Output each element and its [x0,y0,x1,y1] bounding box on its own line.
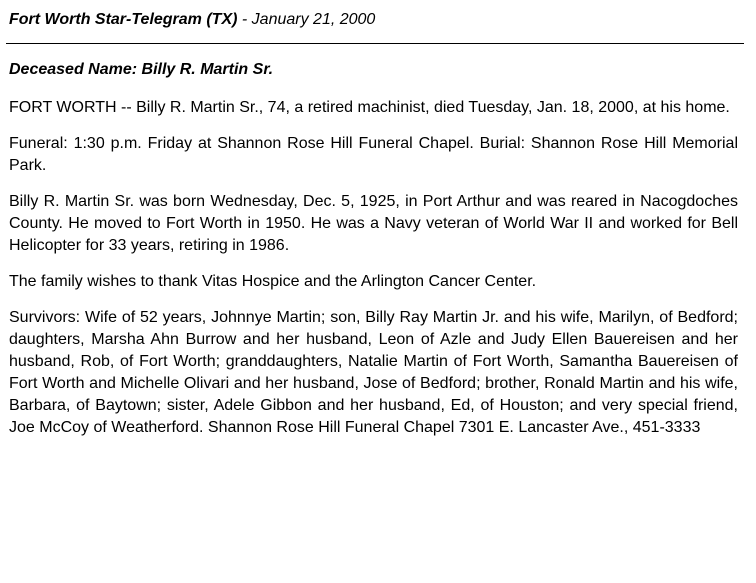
header [9,10,375,30]
paragraph-biography: Billy R. Martin Sr. was born Wednesday, Dec. 5, 1925, in Port Arthur and was reared in Nacogdoches County. He moved to Fort Worth in 1950. He was a Navy veteran of World War II and worked for Bell Helicopter for 33 years, retiring in 1986. [9,193,738,254]
publication-name: Fort Worth Star-Telegram (TX) [9,11,238,28]
publication-date: January 21, 2000 [251,11,376,28]
header-divider [6,43,744,44]
paragraph-thanks: The family wishes to thank Vitas Hospice and the Arlington Cancer Center. [9,273,537,290]
header-separator: - [237,11,252,28]
paragraph-funeral: Funeral: 1:30 p.m. Friday at Shannon Rose Hill Funeral Chapel. Burial: Shannon Rose Hill Memorial Park. [9,135,738,174]
deceased-name: Deceased Name: Billy R. Martin Sr. [9,61,274,78]
paragraph-survivors: Survivors: Wife of 52 years, Johnnye Martin; son, Billy Ray Martin Jr. and his wife, Marilyn, of Bedford; daughters, Marsha Ahn Burrow and her husband, Leon of Azle and Judy Ellen Bauereisen and her husband, Rob, of Fort Worth; granddaughters, Natalie Martin of Fort Worth, Samantha Bauereisen of Fort Worth and Michelle Olivari and her husband, Jose of Bedford; brother, Ronald Martin and his wife, Barbara, of Baytown; sister, Adele Gibbon and her husband, Ed, of Houston; and very special friend, Joe McCoy of Weatherford. Shannon Rose Hill Funeral Chapel 7301 E. Lancaster Ave., 451-3333 [9,309,738,436]
paragraph-death-notice: FORT WORTH -- Billy R. Martin Sr., 74, a retired machinist, died Tuesday, Jan. 18, 2000, at his home. [9,99,730,116]
obituary-body [9,97,738,453]
